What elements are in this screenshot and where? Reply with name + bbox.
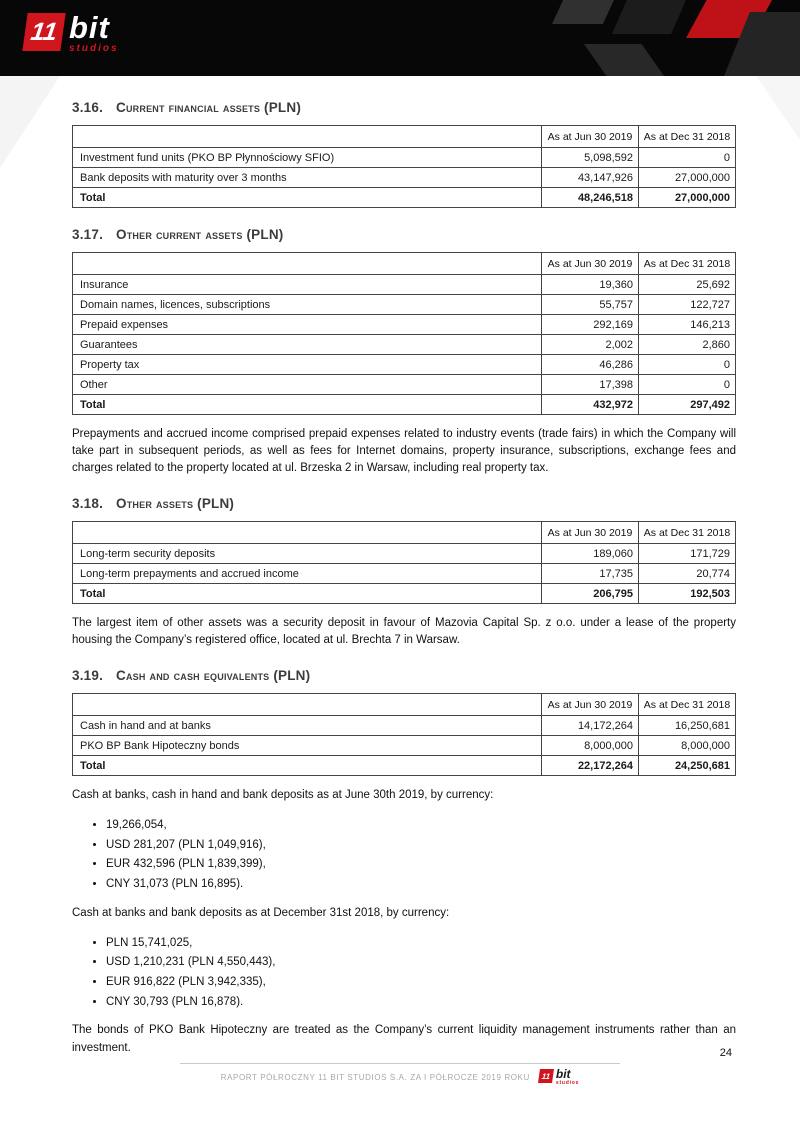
body-paragraph: The largest item of other assets was a security deposit in favour of Mazovia Capital Sp. z o.o. under a lease of the property housing the Company’s registered office, located at ul. Brechta 7 in Warsaw. [72,617,736,647]
body-paragraph: Cash at banks, cash in hand and bank deposits as at June 30th 2019, by currency: [72,789,494,802]
row-value: 297,492 [639,395,736,415]
row-label: Property tax [73,355,542,375]
empty-header-cell [73,522,542,544]
table-total-row [73,395,736,415]
row-value: 22,172,264 [542,756,639,776]
column-header-dec-2018: As at Dec 31 2018 [639,253,736,275]
bullet-item: • EUR 916,822 (PLN 3,942,335), [106,974,736,991]
row-label: Long-term security deposits [73,544,542,564]
section-number: 3.19. [72,668,104,684]
row-value: 2,002 [542,335,639,355]
row-value: 43,147,926 [542,168,639,188]
logo-wordmark [69,10,119,55]
row-label: Long-term prepayments and accrued income [73,564,542,584]
row-value: 0 [639,148,736,168]
row-value: 55,757 [542,295,639,315]
section-title: Other current assets (PLN) [116,227,284,242]
row-label: PKO BP Bank Hipoteczny bonds [73,736,542,756]
row-value: 25,692 [639,275,736,295]
row-value: 206,795 [542,584,639,604]
row-value: 24,250,681 [639,756,736,776]
row-label: Total [73,584,542,604]
table-row [73,335,736,355]
body-paragraph: Prepayments and accrued income comprised prepaid expenses related to industry events (trade fairs) in which the Company will take part in subsequent periods, as well as fees for Internet domains, property insurance, subscriptions, exchange fees and charges related to the property located at ul. Brzeska 2 in Warsaw, including real property tax. [72,428,736,475]
table-row [73,564,736,584]
footer-logo-11-box: 11 [538,1069,554,1083]
page-content [0,76,800,1057]
row-value: 8,000,000 [542,736,639,756]
body-paragraph: Cash at banks and bank deposits as at December 31st 2018, by currency: [72,906,450,919]
table-header-row [73,694,736,716]
page-footer [0,1069,800,1086]
table-row [73,275,736,295]
row-value: 0 [639,355,736,375]
row-value: 14,172,264 [542,716,639,736]
column-header-dec-2018: As at Dec 31 2018 [639,694,736,716]
bullet-item: • USD 1,210,231 (PLN 4,550,443), [106,954,736,971]
cash-and-cash-equivalents-table [72,693,736,776]
row-value: 19,360 [542,275,639,295]
section-number: 3.17. [72,227,104,242]
table-row [73,315,736,335]
column-header-jun-2019: As at Jun 30 2019 [542,253,639,275]
logo-studios-text: studios [69,43,119,55]
row-value: 46,286 [542,355,639,375]
row-value: 27,000,000 [639,188,736,208]
empty-header-cell [73,253,542,275]
row-value: 2,860 [639,335,736,355]
page-header-band [0,0,800,76]
body-paragraph: The bonds of PKO Bank Hipoteczny are treated as the Company’s current liquidity management instruments rather than an investment. [72,1024,736,1054]
row-label: Investment fund units (PKO BP Płynnościowy SFIO) [73,148,542,168]
section-number: 3.18. [72,496,104,512]
header-decoration-chevron [612,0,686,34]
column-header-jun-2019: As at Jun 30 2019 [542,126,639,148]
row-value: 189,060 [542,544,639,564]
current-financial-assets-table [72,125,736,208]
row-label: Domain names, licences, subscriptions [73,295,542,315]
row-value: 122,727 [639,295,736,315]
row-value: 48,246,518 [542,188,639,208]
row-value: 16,250,681 [639,716,736,736]
table-total-row [73,584,736,604]
row-value: 0 [639,375,736,395]
row-value: 292,169 [542,315,639,335]
section-title: Current financial assets (PLN) [116,100,302,115]
table-row [73,295,736,315]
column-header-jun-2019: As at Jun 30 2019 [542,694,639,716]
footer-logo-bit-text: bit [555,1067,571,1081]
table-row [73,168,736,188]
bullet-item: • 19,266,054, [106,817,736,834]
row-value: 146,213 [639,315,736,335]
row-label: Prepaid expenses [73,315,542,335]
bullet-item: • EUR 432,596 (PLN 1,839,399), [106,856,736,873]
bullet-item: • CNY 30,793 (PLN 16,878). [106,994,736,1011]
table-header-row [73,253,736,275]
table-row [73,716,736,736]
table-row [73,375,736,395]
row-label: Insurance [73,275,542,295]
section-heading-3-18 [72,496,736,511]
row-value: 8,000,000 [639,736,736,756]
footer-report-title: RAPORT PÓŁROCZNY 11 BIT STUDIOS S.A. ZA I PÓŁROCZE 2019 ROKU [220,1072,530,1082]
table-row [73,355,736,375]
row-value: 17,398 [542,375,639,395]
footer-divider [180,1063,620,1064]
empty-header-cell [73,694,542,716]
logo-11-text: 11 [29,17,60,46]
bullet-item: • PLN 15,741,025, [106,935,736,952]
column-header-jun-2019: As at Jun 30 2019 [542,522,639,544]
row-value: 27,000,000 [639,168,736,188]
row-value: 20,774 [639,564,736,584]
footer-11bit-logo [539,1069,579,1086]
section-title: Cash and cash equivalents (PLN) [116,668,311,684]
row-label: Guarantees [73,335,542,355]
header-decoration-chevron [584,44,664,76]
row-value: 432,972 [542,395,639,415]
row-label: Total [73,395,542,415]
currency-list-2018 [84,935,736,1011]
section-number: 3.16. [72,100,104,115]
row-label: Total [73,188,542,208]
row-value: 171,729 [639,544,736,564]
column-header-dec-2018: As at Dec 31 2018 [639,126,736,148]
bullet-item: • CNY 31,073 (PLN 16,895). [106,876,736,893]
section-heading-3-19 [72,668,736,683]
column-header-dec-2018: As at Dec 31 2018 [639,522,736,544]
other-current-assets-table [72,252,736,415]
footer-logo-studios-text: studios [555,1079,580,1086]
empty-header-cell [73,126,542,148]
row-value: 17,735 [542,564,639,584]
table-row [73,544,736,564]
logo-11-box [22,13,65,51]
bullet-item: • USD 281,207 (PLN 1,049,916), [106,837,736,854]
other-assets-table [72,521,736,604]
row-label: Cash in hand and at banks [73,716,542,736]
page-number: 24 [719,1047,732,1059]
row-label: Total [73,756,542,776]
table-row [73,148,736,168]
row-label: Other [73,375,542,395]
row-value: 5,098,592 [542,148,639,168]
row-label: Bank deposits with maturity over 3 months [73,168,542,188]
table-total-row [73,188,736,208]
table-header-row [73,126,736,148]
row-value: 192,503 [639,584,736,604]
section-title: Other assets (PLN) [116,496,235,512]
footer-logo-wordmark [556,1069,579,1086]
table-total-row [73,756,736,776]
table-row [73,736,736,756]
currency-list-2019 [84,817,736,893]
header-decoration-chevron [552,0,614,24]
logo-bit-text: bit [69,10,110,45]
11bit-studios-logo [25,10,119,55]
section-heading-3-17 [72,227,736,242]
section-heading-3-16 [72,100,736,115]
table-header-row [73,522,736,544]
